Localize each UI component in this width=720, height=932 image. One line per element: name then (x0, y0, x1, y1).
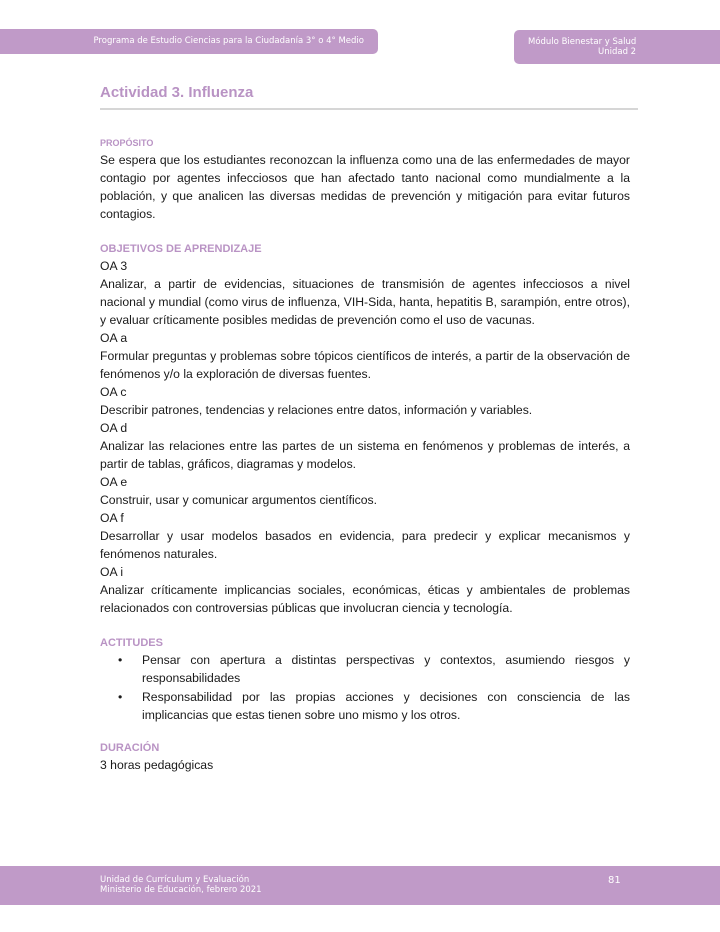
activity-title: Actividad 3. Influenza (100, 84, 254, 101)
objective-item (100, 329, 630, 383)
objectives-heading: OBJETIVOS DE APRENDIZAJE (100, 243, 262, 255)
objectives-list (100, 257, 630, 617)
objective-text: Formular preguntas y problemas sobre tópicos científicos de interés, a partir de la observación de fenómenos y/o la exploración de diversas fuentes. (100, 349, 630, 381)
footer-unit: Unidad de Currículum y Evaluación (100, 875, 250, 885)
objective-text: Construir, usar y comunicar argumentos científicos. (100, 493, 378, 507)
purpose-heading: PROPÓSITO (100, 138, 154, 148)
attitudes-list (100, 651, 630, 724)
footer-banner (0, 866, 720, 905)
unit-name: Unidad 2 (598, 47, 637, 57)
objective-item (100, 419, 630, 473)
duration-text: 3 horas pedagógicas (100, 758, 214, 772)
attitude-item: • Responsabilidad por las propias acciones y decisiones con consciencia de las implicancias que estas tienen sobre uno mismo y los otros. (100, 688, 630, 724)
objective-item (100, 509, 630, 563)
objective-text: Desarrollar y usar modelos basados en evidencia, para predecir y explicar mecanismos y fenómenos naturales. (100, 529, 630, 561)
module-name: Módulo Bienestar y Salud (528, 37, 637, 47)
page-content (100, 84, 630, 774)
objective-label: OA i (100, 565, 124, 579)
header-program-banner (0, 29, 378, 54)
objective-label: OA c (100, 385, 127, 399)
program-title: Programa de Estudio Ciencias para la Ciudadanía 3° o 4° Medio (93, 36, 364, 46)
objective-text: Describir patrones, tendencias y relaciones entre datos, información y variables. (100, 403, 533, 417)
objective-label: OA 3 (100, 259, 128, 273)
objective-label: OA d (100, 421, 128, 435)
page-number: 81 (608, 875, 621, 886)
objective-item (100, 563, 630, 617)
objective-item (100, 383, 630, 419)
attitude-item: • Pensar con apertura a distintas perspectivas y contextos, asumiendo riesgos y responsabilidades (100, 651, 630, 687)
objective-label: OA f (100, 511, 124, 525)
duration-heading: DURACIÓN (100, 742, 160, 754)
objective-text: Analizar las relaciones entre las partes de un sistema en fenómenos y problemas de interés, a partir de tablas, gráficos, diagramas y modelos. (100, 439, 630, 471)
objective-item (100, 473, 630, 509)
objective-item (100, 257, 630, 329)
footer-ministry: Ministerio de Educación, febrero 2021 (100, 885, 262, 895)
objective-label: OA e (100, 475, 128, 489)
footer-credits (100, 875, 262, 895)
objective-text: Analizar, a partir de evidencias, situaciones de transmisión de agentes infecciosos a nivel nacional y mundial (como virus de influenza, VIH-Sida, hanta, hepatitis B, sarampión, entre otros), y evaluar críticamente posibles medidas de prevención como el uso de vacunas. (100, 277, 630, 327)
attitudes-heading: ACTITUDES (100, 637, 163, 649)
objective-label: OA a (100, 331, 128, 345)
purpose-text: Se espera que los estudiantes reconozcan la influenza como una de las enfermedades de mayor contagio por agentes infecciosos que han afectado tanto nacional como mundialmente a la población, y que analicen las diversas medidas de prevención y mitigación para evitar futuros contagios. (100, 153, 630, 221)
header-module-banner (514, 30, 720, 64)
objective-text: Analizar críticamente implicancias sociales, económicas, éticas y ambientales de problemas relacionados con controversias públicas que involucran ciencia y tecnología. (100, 583, 630, 615)
